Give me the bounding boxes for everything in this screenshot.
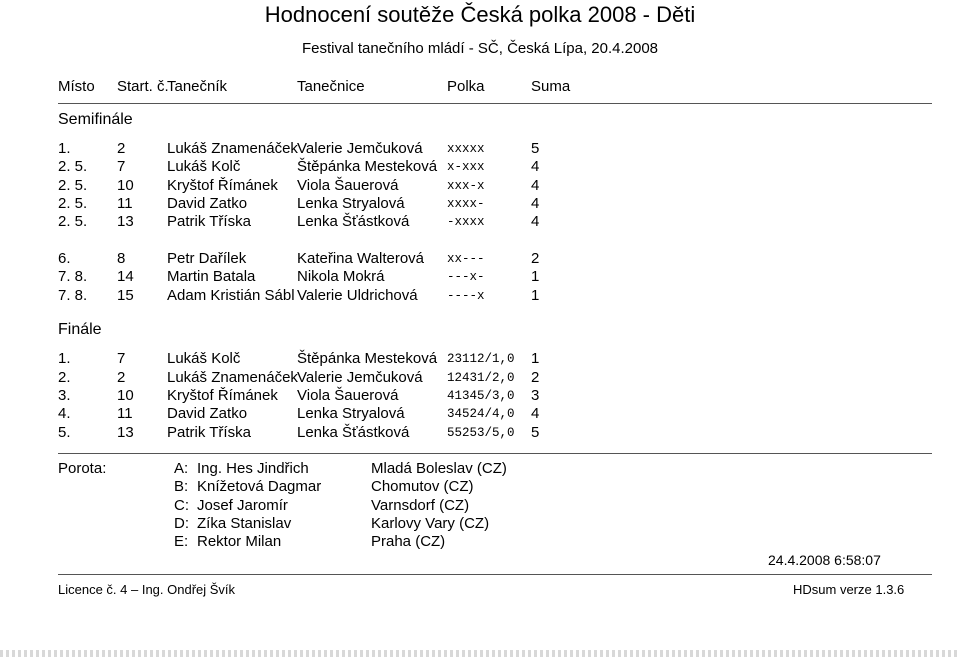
place-cell: 2. 5. (58, 195, 88, 212)
sum-cell: 4 (531, 213, 540, 230)
start-number-cell: 14 (117, 268, 134, 285)
place-cell: 7. 8. (58, 268, 88, 285)
semifinal-title: Semifinále (58, 111, 133, 128)
start-number-cell: 10 (117, 177, 134, 194)
start-number-cell: 11 (117, 195, 133, 212)
sum-cell: 1 (531, 287, 540, 304)
dancer-cell: Lukáš Kolč (167, 158, 241, 175)
start-number-cell: 15 (117, 287, 134, 304)
marks-cell: 55253/5,0 (447, 426, 515, 440)
version-text: HDsum verze 1.3.6 (793, 582, 905, 597)
header-start: Start. č. (117, 78, 169, 95)
jury-name: Knížetová Dagmar (197, 478, 322, 495)
jury-letter: C: (174, 497, 189, 514)
place-cell: 1. (58, 350, 71, 367)
place-cell: 2. (58, 369, 71, 386)
start-number-cell: 2 (117, 369, 126, 386)
sum-cell: 1 (531, 268, 540, 285)
place-cell: 7. 8. (58, 287, 88, 304)
dancer-cell: Lukáš Kolč (167, 350, 241, 367)
sum-cell: 4 (531, 405, 540, 422)
footer-divider (58, 574, 932, 575)
dancer-cell: Kryštof Římánek (167, 387, 278, 404)
partner-cell: Lenka Šťástková (297, 213, 410, 230)
final-title: Finále (58, 321, 102, 338)
partner-cell: Nikola Mokrá (297, 268, 385, 285)
start-number-cell: 11 (117, 405, 133, 422)
jury-letter: A: (174, 460, 189, 477)
jury-name: Josef Jaromír (197, 497, 288, 514)
timestamp: 24.4.2008 6:58:07 (768, 552, 881, 568)
marks-cell: 12431/2,0 (447, 371, 515, 385)
partner-cell: Valerie Jemčuková (297, 140, 423, 157)
place-cell: 2. 5. (58, 158, 88, 175)
dancer-cell: David Zatko (167, 195, 248, 212)
place-cell: 5. (58, 424, 71, 441)
dancer-cell: Patrik Tříska (167, 213, 251, 230)
marks-cell: x-xxx (447, 160, 485, 174)
partner-cell: Viola Šauerová (297, 177, 399, 194)
partner-cell: Štěpánka Mesteková (297, 158, 438, 175)
place-cell: 3. (58, 387, 71, 404)
jury-city: Karlovy Vary (CZ) (371, 515, 490, 532)
header-dance: Polka (447, 78, 485, 95)
place-cell: 2. 5. (58, 213, 88, 230)
page-title: Hodnocení soutěže Česká polka 2008 - Děti (264, 2, 696, 27)
dancer-cell: Lukáš Znamenáček (167, 369, 298, 386)
dancer-cell: Adam Kristián Sábl (167, 287, 295, 304)
start-number-cell: 13 (117, 424, 134, 441)
partner-cell: Lenka Šťástková (297, 424, 410, 441)
partner-cell: Viola Šauerová (297, 387, 399, 404)
place-cell: 2. 5. (58, 177, 88, 194)
header-divider (58, 103, 932, 104)
jury-name: Ing. Hes Jindřich (197, 460, 309, 477)
marks-cell: xxxx- (447, 197, 485, 211)
partner-cell: Valerie Jemčuková (297, 369, 423, 386)
dancer-cell: Martin Batala (167, 268, 256, 285)
marks-cell: xxx-x (447, 179, 485, 193)
start-number-cell: 10 (117, 387, 134, 404)
place-cell: 4. (58, 405, 71, 422)
partner-cell: Valerie Uldrichová (297, 287, 418, 304)
start-number-cell: 8 (117, 250, 126, 267)
dancer-cell: Lukáš Znamenáček (167, 140, 298, 157)
license-text: Licence č. 4 – Ing. Ondřej Švík (58, 582, 236, 597)
header-partner: Tanečnice (297, 78, 365, 95)
sum-cell: 3 (531, 387, 540, 404)
start-number-cell: 2 (117, 140, 126, 157)
marks-cell: -xxxx (447, 215, 485, 229)
start-number-cell: 13 (117, 213, 134, 230)
partner-cell: Lenka Stryalová (297, 405, 405, 422)
jury-city: Mladá Boleslav (CZ) (371, 460, 507, 477)
sum-cell: 5 (531, 424, 540, 441)
marks-cell: xx--- (447, 252, 485, 266)
start-number-cell: 7 (117, 350, 126, 367)
marks-cell: 41345/3,0 (447, 389, 515, 403)
place-cell: 1. (58, 140, 71, 157)
jury-city: Varnsdorf (CZ) (371, 497, 470, 514)
sum-cell: 1 (531, 350, 540, 367)
jury-letter: B: (174, 478, 189, 495)
final-divider (58, 453, 932, 454)
dancer-cell: Patrik Tříska (167, 424, 251, 441)
dancer-cell: David Zatko (167, 405, 248, 422)
marks-cell: ---x- (447, 270, 485, 284)
jury-name: Rektor Milan (197, 533, 282, 550)
sum-cell: 4 (531, 158, 540, 175)
jury-city: Chomutov (CZ) (371, 478, 474, 495)
marks-cell: 34524/4,0 (447, 407, 515, 421)
jury-letter: E: (174, 533, 189, 550)
header-dancer: Tanečník (167, 78, 228, 95)
marks-cell: ----x (447, 289, 485, 303)
jury-letter: D: (174, 515, 189, 532)
sum-cell: 2 (531, 369, 540, 386)
marks-cell: 23112/1,0 (447, 352, 515, 366)
place-cell: 6. (58, 250, 71, 267)
header-sum: Suma (531, 78, 571, 95)
page-subtitle: Festival tanečního mládí - SČ, Česká Lípa, 20.4.2008 (301, 40, 659, 57)
partner-cell: Kateřina Walterová (297, 250, 425, 267)
jury-name: Zíka Stanislav (197, 515, 292, 532)
header-place: Místo (58, 78, 95, 95)
marks-cell: xxxxx (447, 142, 485, 156)
sum-cell: 5 (531, 140, 540, 157)
start-number-cell: 7 (117, 158, 126, 175)
sum-cell: 4 (531, 195, 540, 212)
dancer-cell: Petr Dařílek (167, 250, 247, 267)
jury-label: Porota: (58, 460, 107, 477)
partner-cell: Lenka Stryalová (297, 195, 405, 212)
partner-cell: Štěpánka Mesteková (297, 350, 438, 367)
sum-cell: 4 (531, 177, 540, 194)
dancer-cell: Kryštof Římánek (167, 177, 278, 194)
sum-cell: 2 (531, 250, 540, 267)
jury-city: Praha (CZ) (371, 533, 446, 550)
page-edge (0, 650, 960, 657)
